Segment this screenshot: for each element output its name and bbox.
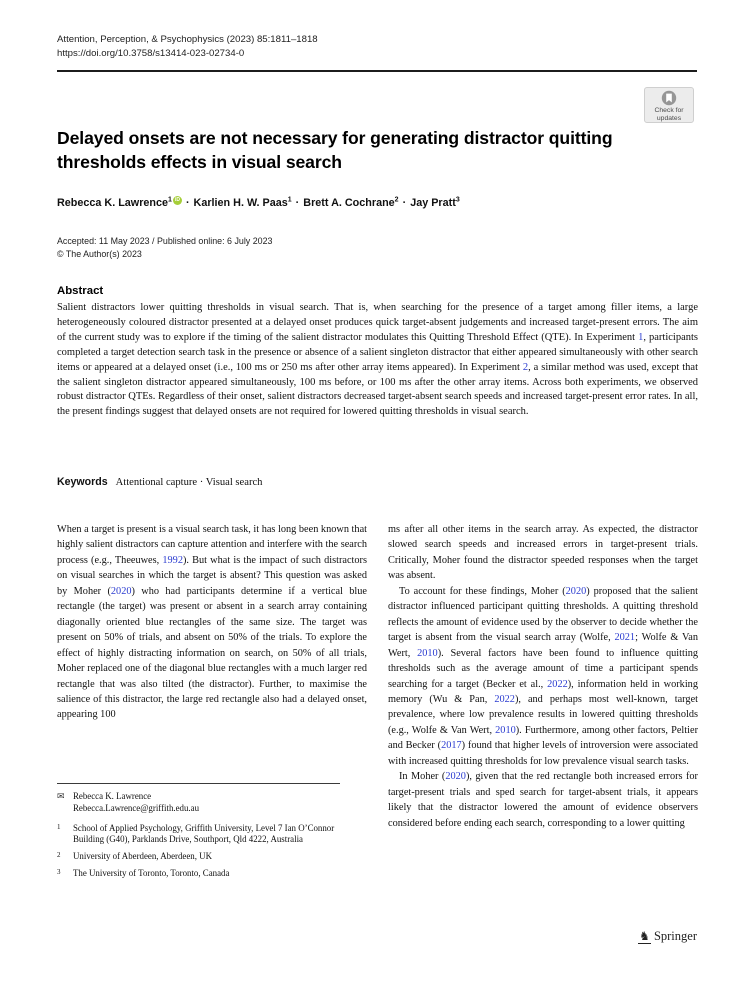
text-run: ), information held in working memory (Wu & Pan,: [388, 678, 698, 705]
accepted-line: Accepted: 11 May 2023 / Published online: 6 July 2023: [57, 236, 273, 246]
author-sup: 3: [455, 196, 460, 203]
citation-link[interactable]: 2017: [441, 740, 462, 752]
text-run: ms after all other items in the search array. As expected, the distractor slowed search speeds and increased errors in target-present trials. Critically, Moher found the distractor speeded responses when the target was absent.: [388, 524, 698, 582]
keywords-label: Keywords: [57, 476, 108, 488]
badge-label-line1: Check for: [654, 107, 684, 114]
authors-line: [57, 196, 697, 209]
page-title: Delayed onsets are not necessary for generating distractor quitting thresholds effects in visual search: [57, 128, 613, 172]
citation-link[interactable]: 2021: [614, 632, 636, 644]
keywords-value: Attentional capture · Visual search: [115, 477, 263, 488]
affiliation-item: [57, 851, 359, 863]
springer-wordmark: Springer: [653, 929, 697, 943]
footnote-divider: [57, 783, 340, 784]
abstract-text: [57, 301, 698, 420]
text-run: ) found that higher levels of introversion were associated with increased quitting thresholds for low prevalence visual search tasks.: [388, 740, 698, 767]
author-separator: ·: [402, 196, 407, 209]
text-run: ) proposed that the salient distractor influenced participant quitting thresholds. A quitting threshold reflects the amount of evidence used by the observer to decide whether the target is absent from the visual search array (Wolfe,: [388, 585, 698, 644]
affiliation-number: 3: [57, 867, 61, 876]
abstract-heading: Abstract: [57, 285, 104, 297]
affiliation-number: 1: [57, 822, 61, 831]
affiliation-number: 2: [57, 851, 61, 860]
citation-link[interactable]: 1: [638, 331, 644, 343]
citation-link[interactable]: 2020: [110, 585, 132, 597]
citation-link[interactable]: 2010: [495, 724, 516, 736]
citation-link[interactable]: 2: [522, 361, 529, 373]
text-run: ), and perhaps most well-known, target prevalence, where low prevalence results in lowered quitting thresholds (e.g., Wolfe & Van Wert,: [388, 693, 698, 736]
text-run: When a target is present is a visual search task, it has long been known that highly salient distractors can capture attention and interfere with the search process (e.g., Theeuwes,: [57, 524, 367, 566]
text-run: Salient distractors lower quitting thresholds in visual search. That is, when searching for the presence of a target among filler items, a large heterogeneously coloured distractor presented at a delayed onset produces quick target-absent judgements and increased target-present errors. The aim of the current study was to explore if the timing of the salient distractor modulates this Quitting Threshold Effect (QTE). In Experiment: [57, 302, 698, 343]
body-paragraph: [57, 522, 367, 723]
citation-link[interactable]: 1992: [162, 554, 183, 566]
copyright-line: © The Author(s) 2023: [57, 248, 142, 259]
footnote-block: [57, 783, 359, 885]
affiliation-item: [57, 823, 359, 847]
author-separator: ·: [185, 196, 190, 209]
affiliation-text: The University of Toronto, Toronto, Canada: [73, 867, 230, 878]
citation-link[interactable]: 2022: [547, 678, 568, 690]
doi-link[interactable]: https://doi.org/10.3758/s13414-023-02734-0: [57, 47, 245, 59]
citation-link[interactable]: 2020: [445, 771, 466, 783]
keywords-line: [57, 476, 697, 488]
correspondence-block: [57, 791, 359, 815]
text-run: ). But what is the impact of such distractors on visual searches in which the target is absent? This question was asked by Moher (: [57, 554, 367, 597]
text-run: ). Several factors have been found to influence quitting thresholds such as the average amount of time a participant spends searching for a target (Becker et al.,: [388, 647, 698, 690]
affiliation-item: [57, 868, 359, 880]
text-run: , a similar method was used, except that the salient singleton distractor appeared simultaneously, 100 ms before, or 100 ms after the other array items. Across both experiments, we observed robust distractor QTEs. Regardless of their onset, salient distractors decreased target-absent search speeds and increased target-present error rates. In all, the present findings suggest that delayed onsets are not required for lowered quitting thresholds in visual search.: [57, 361, 698, 418]
citation-link[interactable]: 2022: [494, 693, 515, 705]
author-name: Rebecca K. Lawrence$^1$: [57, 196, 172, 209]
body-paragraph: [388, 584, 698, 769]
text-run: To account for these findings, Moher (: [399, 585, 566, 597]
author-sup: 1: [287, 196, 292, 203]
body-paragraph: [388, 522, 698, 584]
badge-label-line2: updates: [656, 114, 682, 122]
check-for-updates-badge[interactable]: [644, 87, 694, 123]
text-run: ). Furthermore, among other factors, Peltier and Becker (: [388, 724, 698, 752]
journal-citation-line: Attention, Perception, & Psychophysics (2023) 85:1811–1818: [57, 34, 318, 45]
journal-header: [57, 33, 697, 60]
author-separator: ·: [295, 196, 300, 209]
body-paragraph: [388, 769, 698, 831]
text-run: In Moher (: [399, 771, 446, 783]
body-right-column: [388, 522, 698, 831]
affiliation-text: University of Aberdeen, Aberdeen, UK: [73, 851, 212, 862]
author-name: Karlien H. W. Paas$^1$: [193, 196, 292, 209]
author-name: Brett A. Cochrane$^2$: [303, 196, 399, 209]
correspondence-name: Rebecca K. Lawrence: [73, 791, 152, 801]
bookmark-circle-icon: [645, 90, 693, 106]
citation-link[interactable]: 2010: [417, 647, 438, 659]
springer-knight-icon: ♞: [639, 928, 650, 943]
envelope-icon: ✉: [57, 791, 65, 801]
text-run: , participants completed a target detection search task in the presence or absence of a salient singleton distractor that either appeared simultaneously with other search items or appeared at a delayed onset (i.e., 100 ms or 250 ms after other array items appeared). In Experiment: [57, 331, 699, 373]
correspondence-email[interactable]: Rebecca.Lawrence@griffith.edu.au: [73, 802, 200, 813]
text-run: ) who had participants determine if a vertical blue rectangle (the target) was present or absent in a search array containing diagonally oriented blue rectangles of the same size. The target was present on 50% of trials, and absent on 50% of the trials. To explore the effect of highly distracting information on search, on 50% of all trials, Moher replaced one of the diagonal blue rectangles with a much larger red rectangle that was also tilted (the distractor). Further, to maximise the salience of this distractor, the large red rectangle also had a delayed onset, appearing 100: [57, 585, 367, 721]
affiliation-text: School of Applied Psychology, Griffith University, Level 7 Ian O’Connor Building (G40), Parklands Drive, Southport, Qld 4222, Australia: [73, 822, 335, 845]
orcid-icon[interactable]: iD: [174, 197, 180, 203]
text-run: ), given that the red rectangle both increased errors for target-present trials and sped search for target-absent trials, it appears likely that the distractor lowered the amount of evidence observers considered before ending each search, corresponding to a lower quitting: [388, 771, 698, 829]
text-run: ; Wolfe & Van Wert,: [388, 632, 698, 659]
citation-link[interactable]: 2020: [565, 585, 587, 597]
publication-dates: [57, 235, 457, 260]
springer-logo: [638, 929, 697, 944]
author-sup: 2: [394, 196, 399, 203]
author-name: Jay Pratt$^3$: [410, 196, 460, 209]
author-sup: 1: [168, 196, 172, 203]
header-divider: [57, 70, 697, 72]
